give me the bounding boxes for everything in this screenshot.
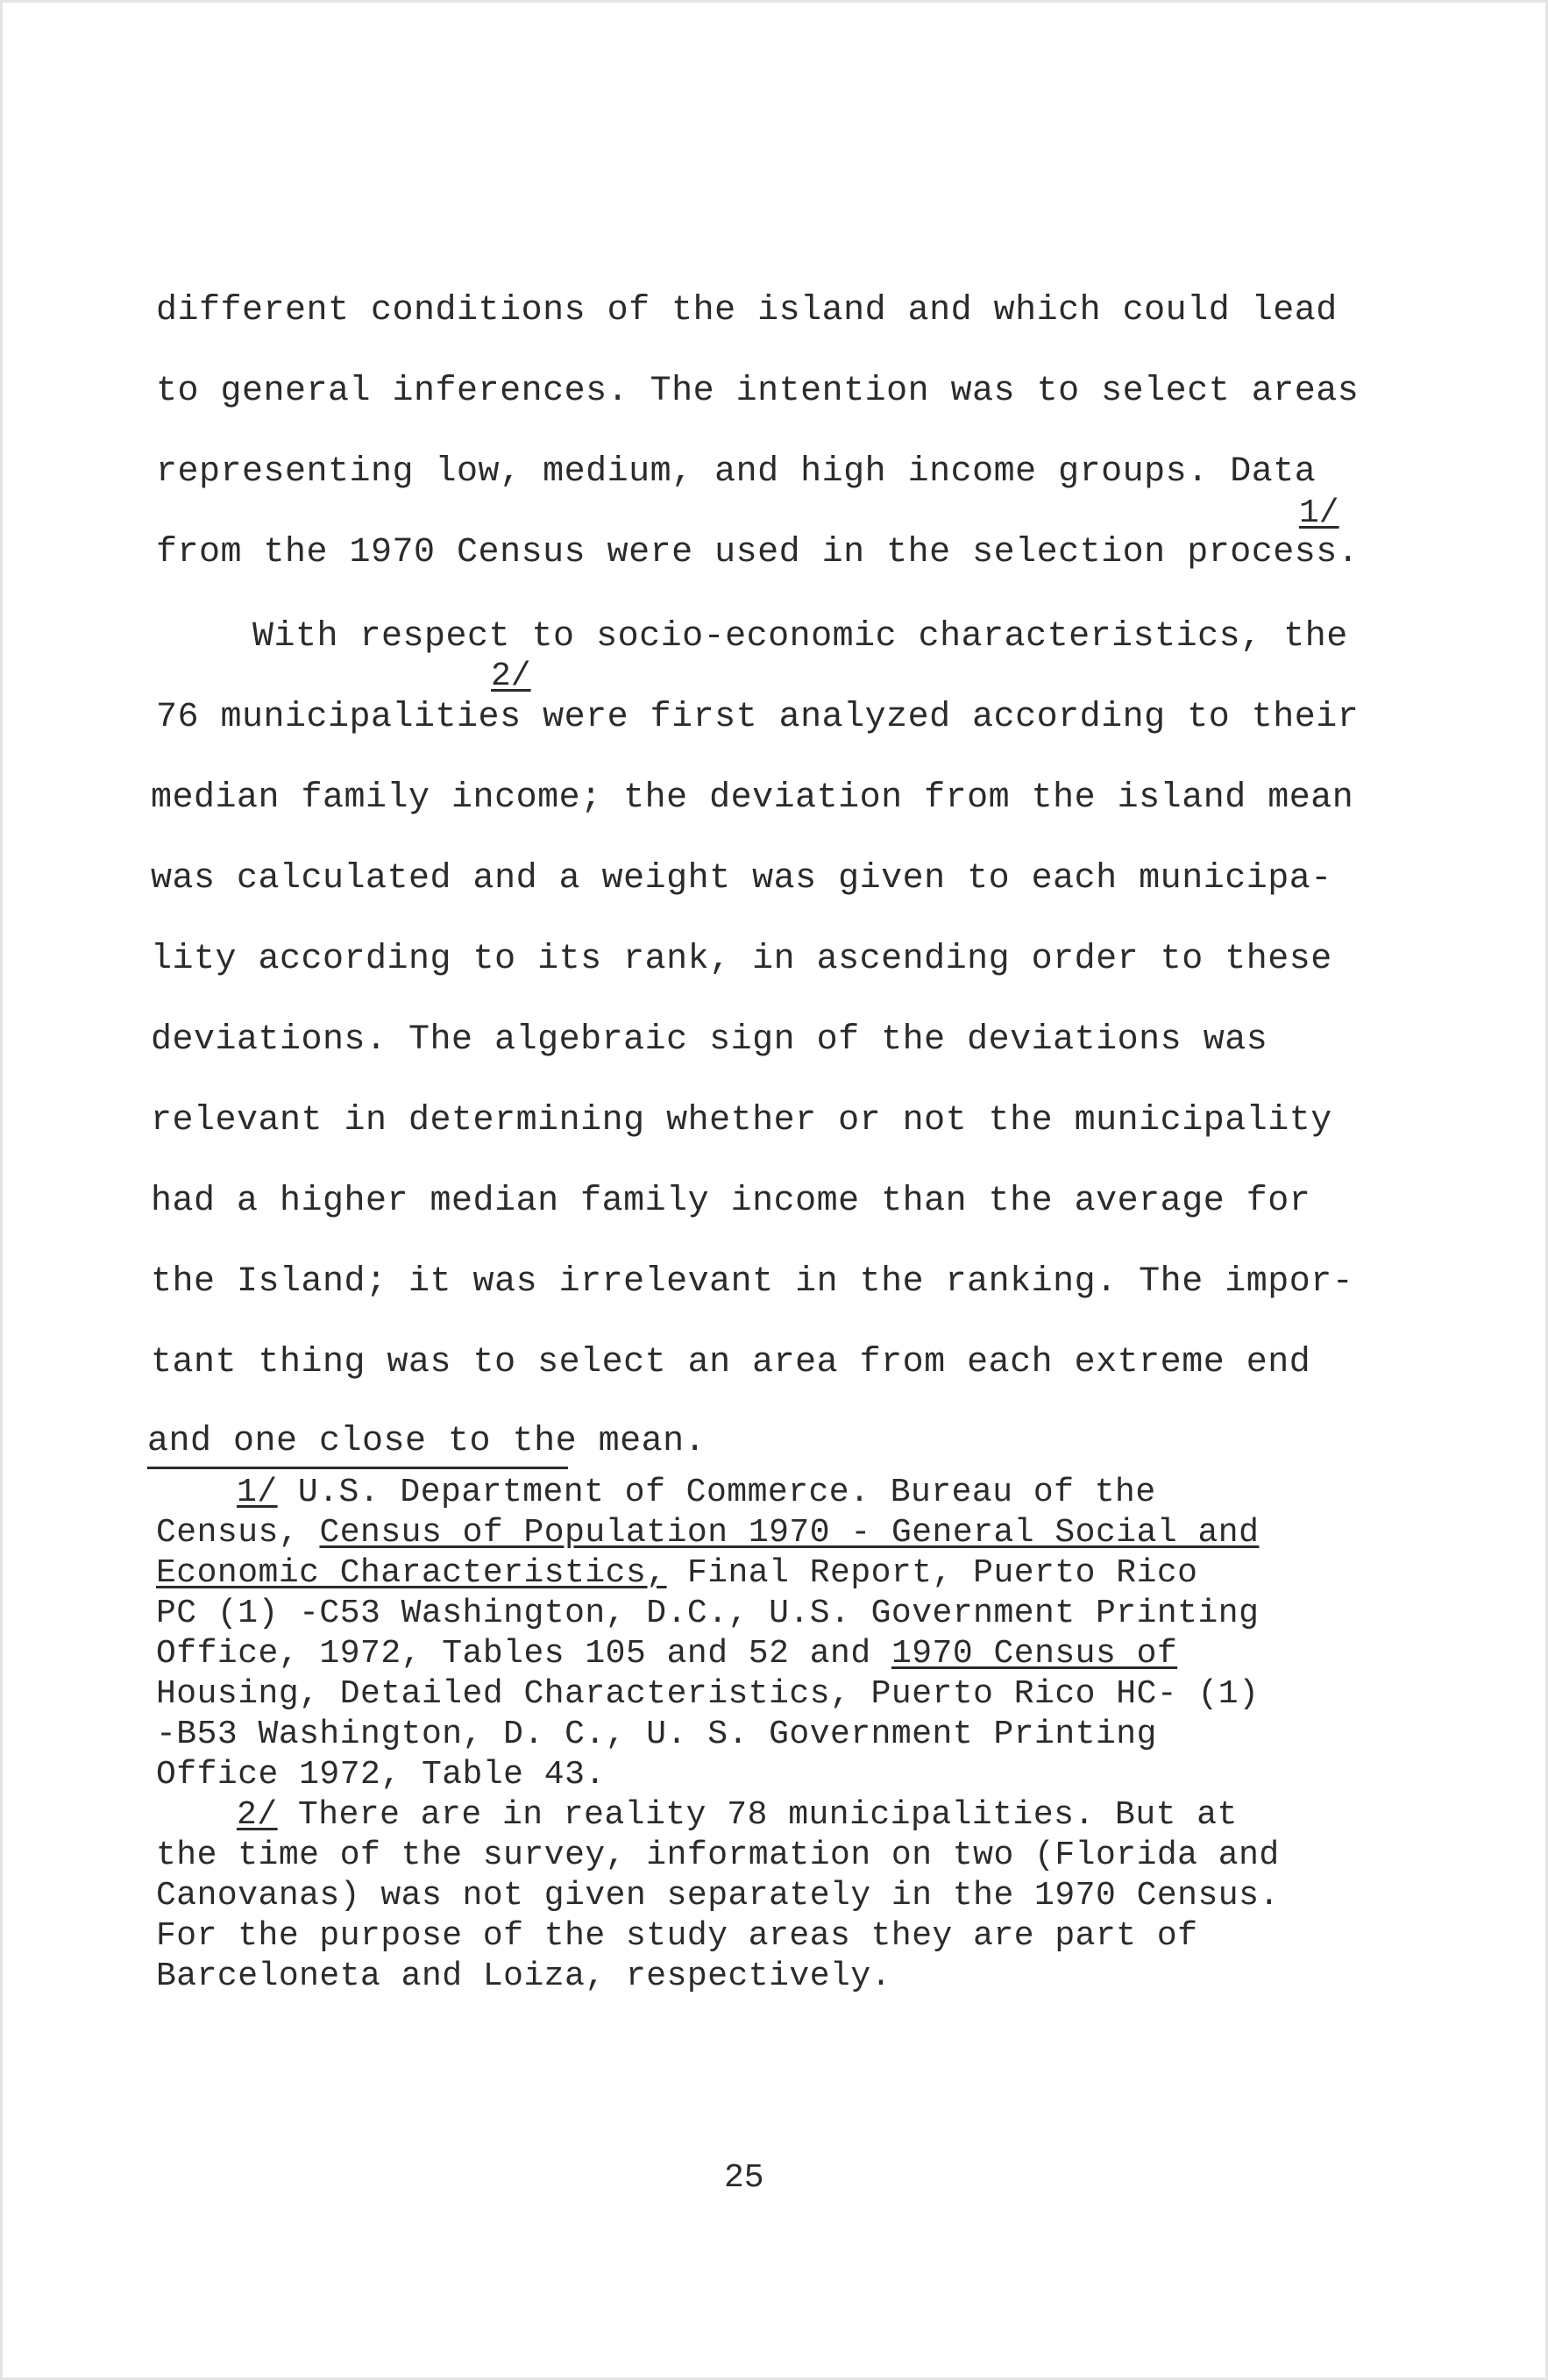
footnote-1-line: Office, 1972, Tables 105 and 52 and 1970 Census of bbox=[156, 1635, 1178, 1673]
body-line: With respect to socio-economic characteristics, the bbox=[252, 617, 1348, 657]
footnote-1-line: Office 1972, Table 43. bbox=[156, 1756, 606, 1794]
footnote-marker-1: 1/ bbox=[1299, 494, 1339, 532]
footnote-2-line: For the purpose of the study areas they are part of bbox=[156, 1917, 1198, 1955]
body-line: relevant in determining whether or not the municipality bbox=[151, 1101, 1332, 1140]
body-line: 76 municipalities were first analyzed according to their bbox=[156, 698, 1360, 737]
body-line: was calculated and a weight was given to each municipa- bbox=[151, 859, 1332, 899]
body-line: to general inferences. The intention was to select areas bbox=[156, 372, 1360, 411]
footnote-marker-2: 2/ bbox=[491, 657, 531, 695]
footnote-1-line: Economic Characteristics, Final Report, Puerto Rico bbox=[156, 1554, 1198, 1592]
body-line: had a higher median family income than the average for bbox=[151, 1182, 1311, 1221]
body-line: median family income; the deviation from the island mean bbox=[151, 778, 1354, 818]
footnote-2-line: Canovanas) was not given separately in the 1970 Census. bbox=[156, 1877, 1280, 1915]
body-line: tant thing was to select an area from each extreme end bbox=[151, 1343, 1311, 1382]
footnote-2-line: the time of the survey, information on two (Florida and bbox=[156, 1837, 1280, 1874]
body-line: lity according to its rank, in ascending order to these bbox=[151, 940, 1332, 979]
footnote-2-line: Barceloneta and Loiza, respectively. bbox=[156, 1957, 891, 1995]
body-line: deviations. The algebraic sign of the deviations was bbox=[151, 1020, 1268, 1060]
body-line: the Island; it was irrelevant in the ranking. The impor- bbox=[151, 1262, 1354, 1302]
body-line: and one close to the mean. bbox=[147, 1422, 707, 1461]
footnote-1-line: 1/ U.S. Department of Commerce. Bureau of the bbox=[237, 1474, 1156, 1511]
footnote-1-line: Census, Census of Population 1970 - General Social and bbox=[156, 1514, 1260, 1552]
body-line: different conditions of the island and which could lead bbox=[156, 291, 1338, 330]
footnote-1-line: Housing, Detailed Characteristics, Puerto Rico HC- (1) bbox=[156, 1675, 1260, 1713]
page-number: 25 bbox=[724, 2159, 764, 2197]
footnote-1-line: PC (1) -C53 Washington, D.C., U.S. Government Printing bbox=[156, 1595, 1260, 1632]
footnote-rule bbox=[147, 1467, 568, 1469]
body-line: representing low, medium, and high income groups. Data bbox=[156, 452, 1317, 492]
footnote-2-line: 2/ There are in reality 78 municipalities. But at bbox=[237, 1796, 1238, 1834]
footnote-1-line: -B53 Washington, D. C., U. S. Government Printing bbox=[156, 1716, 1157, 1753]
body-line: from the 1970 Census were used in the selection process. bbox=[156, 533, 1360, 572]
